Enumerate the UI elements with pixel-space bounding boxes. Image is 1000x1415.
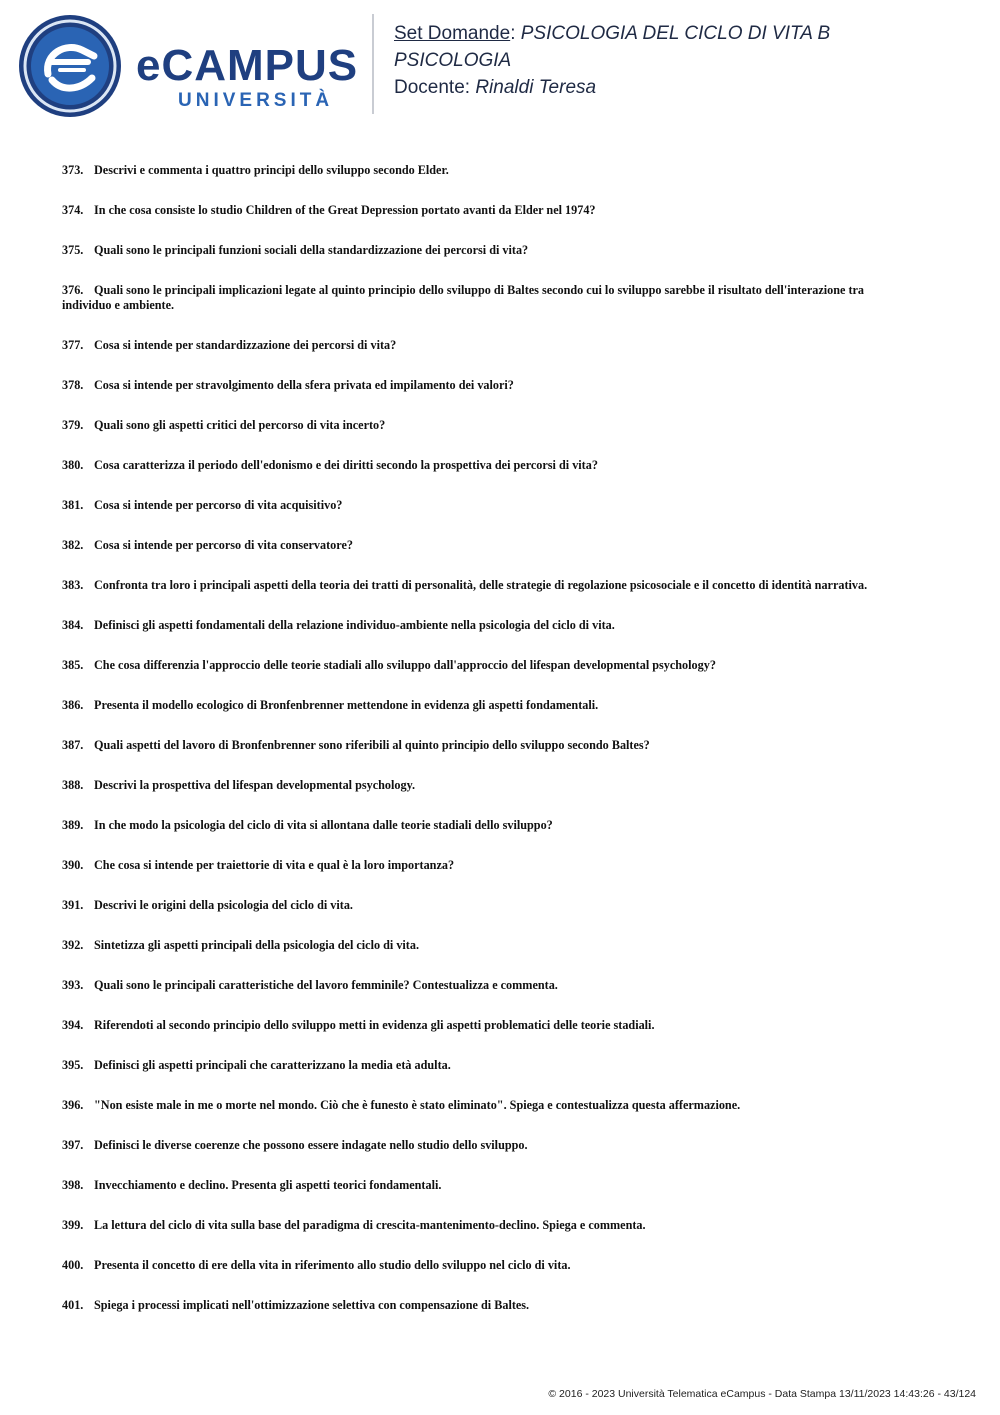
question-text: Quali sono le principali implicazioni legate al quinto principio dello sviluppo di Baltes secondo cui lo sviluppo sarebbe il risultato dell'interazione tra individuo e ambiente. — [62, 283, 865, 312]
question-item — [62, 498, 907, 513]
ecampus-logo — [14, 14, 374, 120]
question-text: Cosa si intende per stravolgimento della sfera privata ed impilamento dei valori? — [94, 378, 514, 392]
question-text: Quali sono le principali caratteristiche del lavoro femminile? Contestualizza e commenta. — [94, 978, 558, 992]
question-item — [62, 978, 907, 993]
question-number: 394. — [62, 1018, 84, 1032]
question-text: Quali sono gli aspetti critici del percorso di vita incerto? — [94, 418, 386, 432]
teacher-line — [394, 74, 984, 101]
question-item — [62, 1178, 907, 1193]
question-text: Definisci gli aspetti principali che caratterizzano la media età adulta. — [94, 1058, 451, 1072]
question-number: 378. — [62, 378, 84, 392]
question-item — [62, 1258, 907, 1273]
question-number: 374. — [62, 203, 84, 217]
question-item — [62, 378, 907, 393]
question-item — [62, 1018, 907, 1033]
question-text: Definisci gli aspetti fondamentali della relazione individuo-ambiente nella psicologia del ciclo di vita. — [94, 618, 615, 632]
course-title-line — [394, 20, 984, 47]
question-number: 392. — [62, 938, 84, 952]
question-number: 385. — [62, 658, 84, 672]
question-number: 398. — [62, 1178, 84, 1192]
question-number: 388. — [62, 778, 84, 792]
question-number: 384. — [62, 618, 84, 632]
question-item — [62, 858, 907, 873]
question-item — [62, 738, 907, 753]
question-number: 386. — [62, 698, 84, 712]
question-item — [62, 243, 907, 258]
question-text: Sintetizza gli aspetti principali della psicologia del ciclo di vita. — [94, 938, 419, 952]
course-subject: PSICOLOGIA — [394, 50, 512, 71]
question-item — [62, 163, 907, 178]
question-text: Cosa caratterizza il periodo dell'edonismo e dei diritti secondo la prospettiva dei percorsi di vita? — [94, 458, 598, 472]
question-number: 396. — [62, 1098, 84, 1112]
question-item — [62, 338, 907, 353]
course-title: PSICOLOGIA DEL CICLO DI VITA B — [520, 23, 831, 44]
question-item — [62, 418, 907, 433]
question-text: In che cosa consiste lo studio Children of the Great Depression portato avanti da Elder nel 1974? — [94, 203, 596, 217]
teacher-name: Rinaldi Teresa — [475, 77, 597, 98]
question-number: 395. — [62, 1058, 84, 1072]
question-number: 391. — [62, 898, 84, 912]
question-number: 389. — [62, 818, 84, 832]
question-text: Confronta tra loro i principali aspetti della teoria dei tratti di personalità, delle strategie di regolazione psicosociale e il concetto di identità narrativa. — [94, 578, 868, 592]
question-number: 399. — [62, 1218, 84, 1232]
question-item — [62, 938, 907, 953]
question-text: Invecchiamento e declino. Presenta gli aspetti teorici fondamentali. — [94, 1178, 442, 1192]
question-item — [62, 283, 907, 313]
question-text: Presenta il concetto di ere della vita in riferimento allo studio dello sviluppo nel ciclo di vita. — [94, 1258, 571, 1272]
question-number: 379. — [62, 418, 84, 432]
logo-sub-text: UNIVERSITÀ — [178, 90, 334, 111]
question-number: 376. — [62, 283, 84, 297]
question-item — [62, 203, 907, 218]
question-text: Presenta il modello ecologico di Bronfenbrenner mettendone in evidenza gli aspetti fondamentali. — [94, 698, 599, 712]
question-number: 393. — [62, 978, 84, 992]
question-item — [62, 778, 907, 793]
question-text: Quali sono le principali funzioni sociali della standardizzazione dei percorsi di vita? — [94, 243, 529, 257]
question-item — [62, 1218, 907, 1233]
question-number: 387. — [62, 738, 84, 752]
question-text: Che cosa si intende per traiettorie di vita e qual è la loro importanza? — [94, 858, 455, 872]
question-item — [62, 898, 907, 913]
question-item — [62, 1058, 907, 1073]
question-list — [62, 163, 907, 1338]
question-item — [62, 618, 907, 633]
question-text: Che cosa differenzia l'approccio delle teorie stadiali allo sviluppo dall'approccio del lifespan developmental psychology? — [94, 658, 716, 672]
question-number: 373. — [62, 163, 84, 177]
set-colon: : — [510, 23, 516, 44]
page-footer: © 2016 - 2023 Università Telematica eCampus - Data Stampa 13/11/2023 14:43:26 - 43/124 — [548, 1388, 976, 1400]
question-text: La lettura del ciclo di vita sulla base del paradigma di crescita-mantenimento-declino. Spiega e commenta. — [94, 1218, 646, 1232]
question-number: 380. — [62, 458, 84, 472]
question-item — [62, 1138, 907, 1153]
question-number: 381. — [62, 498, 84, 512]
question-text: Descrivi le origini della psicologia del ciclo di vita. — [94, 898, 353, 912]
question-text: Cosa si intende per standardizzazione dei percorsi di vita? — [94, 338, 397, 352]
question-number: 390. — [62, 858, 84, 872]
question-item — [62, 538, 907, 553]
question-text: In che modo la psicologia del ciclo di vita si allontana dalle teorie stadiali dello sviluppo? — [94, 818, 553, 832]
question-number: 382. — [62, 538, 84, 552]
question-text: Cosa si intende per percorso di vita conservatore? — [94, 538, 353, 552]
question-item — [62, 458, 907, 473]
teacher-label: Docente: — [394, 77, 471, 98]
question-item — [62, 1098, 907, 1113]
question-item — [62, 698, 907, 713]
question-text: Descrivi e commenta i quattro principi dello sviluppo secondo Elder. — [94, 163, 449, 177]
document-header — [394, 20, 984, 101]
ecampus-globe-logo-icon — [19, 15, 121, 117]
question-text: Spiega i processi implicati nell'ottimizzazione selettiva con compensazione di Baltes. — [94, 1298, 530, 1312]
question-item — [62, 658, 907, 673]
question-number: 383. — [62, 578, 84, 592]
logo-brand-text: eCAMPUS — [136, 41, 359, 90]
header-divider — [372, 14, 374, 114]
question-item — [62, 578, 907, 593]
question-text: Quali aspetti del lavoro di Bronfenbrenner sono riferibili al quinto principio dello sviluppo secondo Baltes? — [94, 738, 650, 752]
question-text: Descrivi la prospettiva del lifespan developmental psychology. — [94, 778, 416, 792]
question-number: 375. — [62, 243, 84, 257]
question-item — [62, 818, 907, 833]
question-text: Definisci le diverse coerenze che possono essere indagate nello studio dello sviluppo. — [94, 1138, 528, 1152]
question-item — [62, 1298, 907, 1313]
question-text: "Non esiste male in me o morte nel mondo. Ciò che è funesto è stato eliminato". Spiega e contestualizza questa affermazione. — [94, 1098, 741, 1112]
question-number: 401. — [62, 1298, 84, 1312]
question-text: Riferendoti al secondo principio dello sviluppo metti in evidenza gli aspetti problematici delle teorie stadiali. — [94, 1018, 655, 1032]
question-number: 397. — [62, 1138, 84, 1152]
question-number: 400. — [62, 1258, 84, 1272]
set-label: Set Domande — [394, 23, 511, 44]
question-text: Cosa si intende per percorso di vita acquisitivo? — [94, 498, 343, 512]
question-number: 377. — [62, 338, 84, 352]
